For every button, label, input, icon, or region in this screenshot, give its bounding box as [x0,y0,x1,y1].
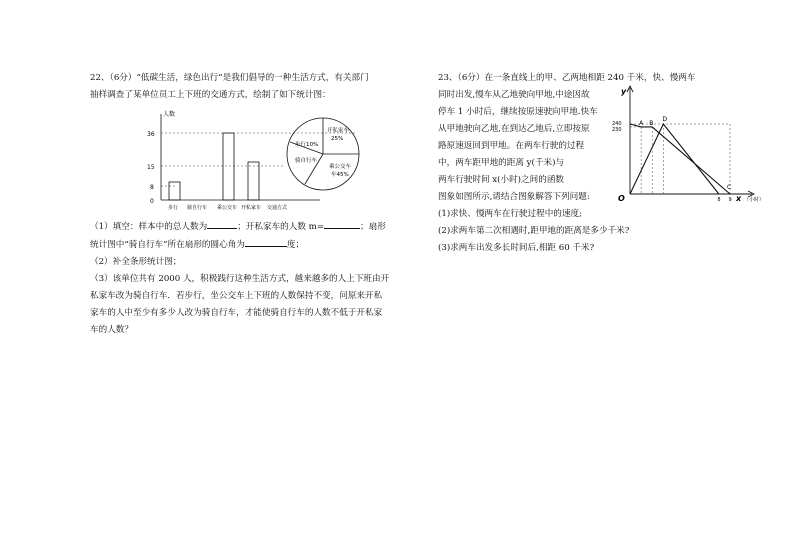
q22-item-3-line-4: 车的人数？ [90,325,133,335]
q22-item-3-line-3: 家车的人中至少有多少人改为骑自行车，才能使骑自行车的人数不低于开私家 [90,308,383,318]
q23-question-1: (1)求快、慢两车在行驶过程中的速度; [438,209,582,219]
q22-figures [90,106,410,218]
q22-fill-text-1a: （1）填空：样本中的总人数为 [90,222,208,232]
question-22 [90,70,410,339]
bar-cat-axis: 交通方式 [267,205,288,211]
q23-line-4: 从甲地驶向乙地,在到达乙地后,立即按原 [438,124,590,134]
q22-item-3-line-1: （3）该单位共有 2000 人，积极践行这种生活方式，越来越多的人上下班由开 [90,274,390,284]
q23-line-1: 23、（6分）在一条直线上的甲、乙两地相距 240 千米，快、慢两车 [438,73,696,83]
point-label-b: B [649,119,654,127]
q22-fill-text-2b: 度； [286,240,305,250]
bar-cat-bike: 骑自行车 [187,205,208,211]
bar-ytick-8: 8 [150,184,154,191]
bar-ytick-36: 36 [147,131,155,138]
bar-cat-car: 开私家车 [241,205,262,211]
question-23 [438,70,696,257]
point-label-d: D [662,116,667,123]
point-label-c: C [727,184,732,191]
pie-label-bus-pct: 车45% [331,172,349,178]
q23-line-5: 路原速返回到甲地。在两车行驶的过程 [438,141,585,151]
q23-question-2: (2)求两车第二次相遇时,距甲地的距离是多少千米? [438,226,630,236]
graph-axes [612,86,764,203]
y-tick-label: 230 [612,126,622,133]
x-tick-label: 9 [728,197,732,203]
bar-car [248,162,259,200]
origin-label: O [618,194,625,203]
distance-time-graph [612,82,772,212]
q23-line-7: 两车行驶时间 x(小时)之间的函数 [438,175,565,185]
x-axis-unit: （小时） [744,197,765,203]
q22-fill-line-1 [90,218,410,236]
answer-blank-angle[interactable] [245,236,287,247]
q23-line-6: 中，两车距甲地的距离 y(千米)与 [438,158,565,168]
q23-question-3: (3)求两车出发多长时间后,相距 60 千米? [438,243,595,253]
q22-intro-line-1: 22、（6分）“低碳生活，绿色出行”是我们倡导的一种生活方式，有关部门 [90,73,369,83]
bar-walk [169,182,180,200]
bar-ytick-0: 0 [150,198,154,205]
bar-cat-bus: 乘公交车 [217,205,238,211]
q22-fill-text-1c: ；扇形 [360,222,386,232]
x-tick-label: 8 [717,197,721,203]
q22-fill-line-2 [90,236,410,254]
answer-blank-m[interactable] [324,218,360,229]
pie-chart [285,106,375,206]
answer-blank-total[interactable] [207,218,237,229]
series-line-1 [630,124,730,194]
q23-line-8: 图象如图所示,请结合图象解答下列问题: [438,192,590,202]
pie-label-bike: 骑自行车 [295,158,318,164]
bar-ytick-15: 15 [147,164,155,171]
point-label-a: A [639,119,644,127]
q22-intro-line-2: 抽样调查了某单位员工上下班的交通方式，绘制了如下统计图： [90,90,331,100]
q23-line-3: 停车 1 小时后，继续按原速驶向甲地.快车 [438,107,598,117]
q22-item-3-line-2: 私家车改为骑自行车．若步行，坐公交车上下班的人数保持不变，问原来开私 [90,291,383,301]
series-line-2 [630,124,719,194]
q23-line-2: 同时出发,慢车从乙地驶向甲地,中途因故 [438,90,590,100]
pie-label-walk: 步行10% [295,142,319,148]
bar-y-label: 人数 [163,111,176,118]
bar-bus [223,133,234,200]
q22-fill-text-2a: 统计图中“骑自行车”所在扇形的圆心角为 [90,240,245,250]
pie-label-car-pct: 25% [331,136,344,142]
pie-label-car: 开私家车 [327,128,350,134]
bar-cat-walk: 步行 [168,205,179,211]
graph-marks [630,116,731,194]
y-axis-label: y [621,87,627,96]
q22-fill-text-1b: ；开私家车的人数 m= [237,222,325,232]
pie-label-bus: 乘公交车 [329,164,352,170]
x-axis-label: x [736,194,742,203]
q22-item-2: （2）补全条形统计图； [90,257,182,267]
y-tick-label: 240 [612,121,622,127]
